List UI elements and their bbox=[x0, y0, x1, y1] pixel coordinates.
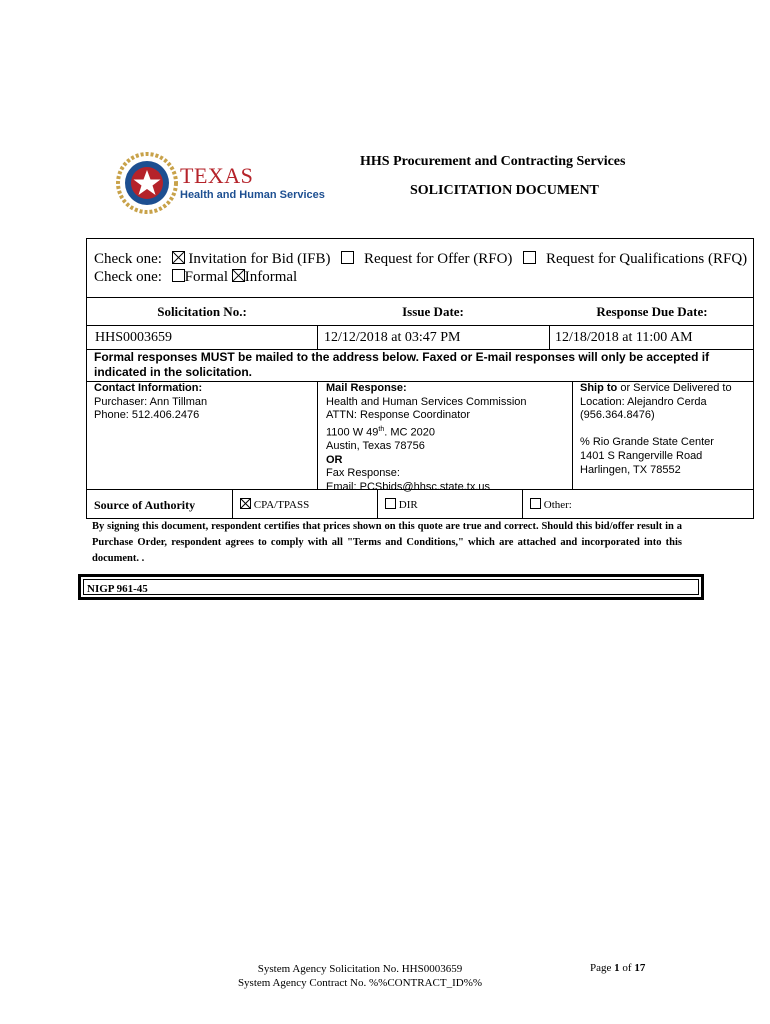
certification-statement: By signing this document, respondent certifies that prices shown on this quote are true and correct. Should this bid/offer result in a Purchase Order, respondent agrees to comply with all "Terms and Conditions," which are attached and incorporated into this document. . bbox=[92, 521, 682, 564]
mail-response bbox=[326, 382, 570, 494]
checkbox-rfq[interactable] bbox=[523, 251, 536, 264]
footer-solicitation-no: System Agency Solicitation No. HHS0003659 bbox=[257, 963, 463, 975]
soa-other-label: Other: bbox=[543, 499, 572, 511]
response-due-date-value: 12/18/2018 at 11:00 AM bbox=[555, 330, 693, 345]
mail-heading: Mail Response: bbox=[326, 382, 407, 394]
contact-heading: Contact Information: bbox=[94, 382, 203, 394]
soa-option-dir bbox=[385, 498, 418, 511]
ship-address-1: % Rio Grande State Center bbox=[580, 436, 714, 449]
mail-line-2: ATTN: Response Coordinator bbox=[326, 409, 471, 422]
response-due-date-heading: Response Due Date: bbox=[596, 304, 708, 319]
option-rfq-label: Request for Qualifications (RFQ) bbox=[545, 251, 748, 267]
ship-address-3: Harlingen, TX 78552 bbox=[580, 463, 681, 476]
solicitation-form bbox=[86, 238, 754, 519]
option-ifb-label: Invitation for Bid (IFB) bbox=[188, 251, 331, 267]
check-one-label: Check one: bbox=[94, 251, 162, 267]
ship-location: Location: Alejandro Cerda bbox=[580, 395, 707, 408]
ship-heading-rest: or Service Delivered to bbox=[617, 382, 732, 394]
fax-response: Fax Response: bbox=[326, 467, 400, 480]
solicitation-no-value: HHS0003659 bbox=[95, 330, 173, 345]
option-rfo-label: Request for Offer (RFO) bbox=[363, 251, 513, 267]
formality-check-row bbox=[94, 269, 297, 286]
checkbox-ifb[interactable] bbox=[172, 251, 185, 264]
ship-phone: (956.364.8476) bbox=[580, 409, 655, 422]
texas-hhs-seal-icon bbox=[116, 152, 178, 214]
purchaser: Purchaser: Ann Tillman bbox=[94, 395, 208, 408]
ship-heading-bold: Ship to bbox=[580, 382, 618, 394]
nigp-code: NIGP 961-45 bbox=[87, 583, 148, 595]
issue-date-value: 12/12/2018 at 03:47 PM bbox=[324, 330, 461, 345]
footer-references bbox=[230, 962, 490, 990]
checkbox-formal[interactable] bbox=[172, 269, 185, 282]
contact-phone: Phone: 512.406.2476 bbox=[94, 409, 200, 422]
soa-option-other bbox=[530, 498, 572, 511]
ship-to bbox=[580, 382, 752, 477]
solicitation-no-heading: Solicitation No.: bbox=[157, 304, 247, 319]
option-informal-label: Informal bbox=[244, 269, 298, 285]
response-notice: Formal responses MUST be mailed to the address below. Faxed or E-mail responses will only be accepted if indicated in the solicitation. bbox=[94, 350, 710, 379]
footer-contract-no: System Agency Contract No. %%CONTRACT_ID%% bbox=[237, 977, 483, 989]
type-check-row bbox=[94, 251, 747, 268]
page-subtitle: SOLICITATION DOCUMENT bbox=[410, 183, 599, 198]
soa-option-cpa bbox=[240, 498, 309, 511]
issue-date-heading: Issue Date: bbox=[402, 304, 464, 319]
check-one-label-2: Check one: bbox=[94, 269, 162, 285]
email-response[interactable]: Email: PCSbids@hhsc.state.tx.us bbox=[326, 480, 491, 493]
page-title: HHS Procurement and Contracting Services bbox=[360, 154, 626, 169]
page-number: Page 1 of 17 bbox=[590, 962, 646, 974]
checkbox-cpa-tpass[interactable] bbox=[240, 498, 251, 509]
mail-line-1: Health and Human Services Commission bbox=[326, 395, 527, 408]
checkbox-dir[interactable] bbox=[385, 498, 396, 509]
soa-dir-label: DIR bbox=[398, 499, 418, 511]
checkbox-informal[interactable] bbox=[232, 269, 245, 282]
mail-line-4: Austin, Texas 78756 bbox=[326, 440, 425, 453]
nigp-box bbox=[78, 574, 704, 600]
source-of-authority-label: Source of Authority bbox=[94, 498, 196, 512]
soa-cpa-label: CPA/TPASS bbox=[253, 499, 310, 511]
option-formal-label: Formal bbox=[184, 269, 228, 285]
mail-or: OR bbox=[326, 453, 343, 466]
logo-subtitle: Health and Human Services bbox=[180, 189, 325, 201]
contact-information bbox=[94, 382, 314, 423]
logo-word: TEXAS bbox=[180, 163, 254, 188]
checkbox-rfo[interactable] bbox=[341, 251, 354, 264]
checkbox-other[interactable] bbox=[530, 498, 541, 509]
mail-line-3: 1100 W 49th. MC 2020 bbox=[326, 425, 435, 439]
ship-address-2: 1401 S Rangerville Road bbox=[580, 449, 703, 462]
